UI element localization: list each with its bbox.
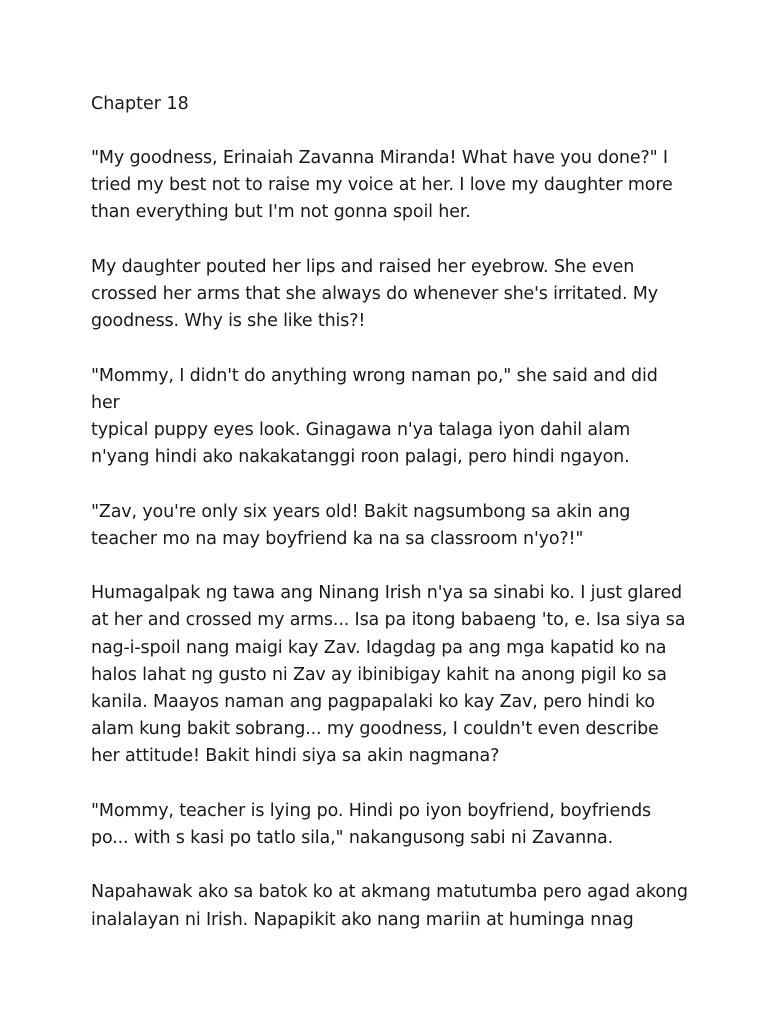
paragraph-3: "Mommy, I didn't do anything wrong naman po," she said and did her typical puppy eyes look. Ginagawa n'ya talaga iyon dahil alam n'yang hindi ako nakakatanggi roon palagi, pero hindi ngayon. — [91, 365, 658, 468]
paragraph-4: "Zav, you're only six years old! Bakit nagsumbong sa akin ang teacher mo na may boyfriend ka na sa classroom n'yo?!" — [91, 501, 631, 549]
paragraph-6: "Mommy, teacher is lying po. Hindi po iyon boyfriend, boyfriends po... with s kasi po tatlo sila," nakangusong sabi ni Zavanna. — [91, 800, 651, 848]
paragraph-7: Napahawak ako sa batok ko at akmang matutumba pero agad akong inalalayan ni Irish. Napapikit ako nang mariin at huminga nnag — [91, 882, 688, 930]
paragraph-1: "My goodness, Erinaiah Zavanna Miranda! What have you done?" I tried my best not to raise my voice at her. I love my daughter more than everything but I'm not gonna spoil her. — [91, 148, 673, 223]
paragraph-2: My daughter pouted her lips and raised her eyebrow. She even crossed her arms that she always do whenever she's irritated. My goodness. Why is she like this?! — [91, 256, 658, 332]
document-page — [91, 91, 691, 961]
chapter-title: Chapter 18 — [91, 94, 189, 114]
paragraph-5: Humagalpak ng tawa ang Ninang Irish n'ya sa sinabi ko. I just glared at her and crossed my arms... Isa pa itong babaeng 'to, e. Isa siya sa nag-i-spoil nang maigi kay Zav. Idagdag pa ang mga kapatid ko na halos lahat ng gusto ni Zav ay ibinibigay kahit na anong pigil ko sa kanila. Maayos naman ang pagpapalaki ko kay Zav, pero hindi ko alam kung bakit sobrang... my goodness, I couldn't even describe her attitude! Bakit hindi siya sa akin nagmana? — [91, 583, 686, 767]
